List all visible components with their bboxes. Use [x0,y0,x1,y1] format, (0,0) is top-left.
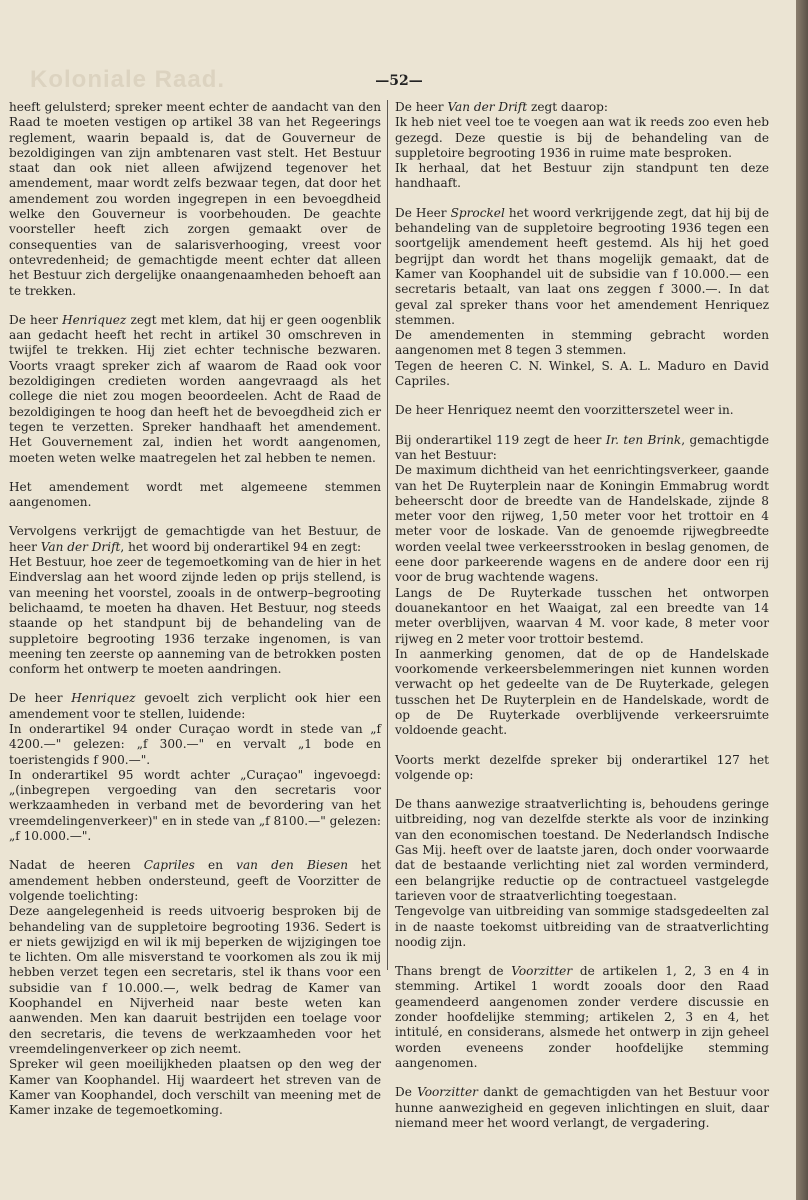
paragraph [9,100,381,299]
paragraph-text: het woord verkrijgende zegt, dat hij bij de behandeling van de suppletoire begrooting 1936 tegen een soortgelijk amendement heeft gestemd. Als hij het goed begrijpt dan wordt het thans mogelijk gemaakt, dat de Kamer van Koophandel uit de subsidie van f 10.000.— een secretaris betaalt, van laat ons zeggen f 3000.—. In dat geval zal spreker thans voor het amendement Henriquez stemmen. [395,205,770,327]
paragraph-text: Ik herhaal, dat het Bestuur zijn standpunt ten deze handhaaft. [395,161,769,191]
paragraph [395,359,769,390]
paragraph [395,328,769,359]
paragraph [395,797,769,904]
paragraph [395,463,769,585]
paragraph-text: Voorts merkt dezelfde spreker bij onderartikel 127 het volgende op: [395,752,769,782]
paragraph [9,768,381,844]
paragraph [395,964,769,1071]
paragraph-text: Tegen de heeren C. N. Winkel, S. A. L. Maduro en David Capriles. [395,358,769,389]
paragraph-text: dankt de gemachtigden van het Bestuur voor hunne aanwezigheid en gegeven inlichtingen en sluit, daar niemand meer het woord verlangt, de vergadering. [395,1085,769,1130]
paragraph [9,691,381,722]
speaker-name: Van der Drift [40,539,121,554]
page-number: —52— [375,73,423,89]
paragraph-text: Bij onderartikel 119 zegt de heer [395,432,606,447]
speaker-name: Voorzitter [511,964,573,979]
paragraph-text: de artikelen 1, 2, 3 en 4 in stemming. Artikel 1 wordt zooals door den Raad geamendeerd aangenomen zonder verdere discussie en zonder hoofdelijke stemming; artikelen 2, 3 en 4, het intitulé, en considerans, alsmede het ontwerp in zijn geheel worden eveneens zonder hoofdelijke stemming aangenomen. [395,964,769,1070]
paragraph [395,586,769,647]
speaker-name: Capriles [143,858,195,873]
paragraph [9,313,381,466]
paragraph-text: Het amendement wordt met algemeene stemmen aangenomen. [9,479,381,510]
speaker-name: Voorzitter [417,1085,478,1100]
speaker-name: Henriquez [62,312,127,327]
paragraph [9,480,381,511]
paragraph-text: Tengevolge van uitbreiding van sommige stadsgedeelten zal in de naaste toekomst uitbreiding van de straatverlichting noodig zijn. [395,904,769,949]
paragraph-text: Spreker wil geen moeilijkheden plaatsen op den weg der Kamer van Koophandel. Hij waardeert het streven van de Kamer van Koophandel, doch verschilt van meening met de Kamer inzake de tegemoetkoming. [9,1057,381,1118]
page-edge [796,0,808,1200]
paragraph-text: Thans brengt de [395,964,512,979]
paragraph-text: In onderartikel 95 wordt achter „Curaçao" ingevoegd: „(inbegrepen vergoeding van den secretaris voor werkzaamheden in verband met de bevordering van het vreemdelingenverkeer)" en in stede van „f 8100.—" gelezen: „f 10.000.—". [9,767,381,844]
paragraph [395,753,769,784]
speaker-name: van den Biesen [236,858,349,873]
paragraph-text: zegt met klem, dat hij er geen oogenblik aan gedacht heeft het recht in artikel 30 omschreven in twijfel te trekken. Hij ziet echter technische bezwaren. Voorts vraagt spreker zich af waarom de Raad ook voor bezoldigingen credieten worden aangevraagd als het college die niet zou mogen beoordeelen. Acht de Raad de bezoldigingen te hoog dan heeft het de bevoegdheid zich er tegen te verzetten. Spreker handhaaft het amendement. Het Gouvernement zal, indien het wordt aangenomen, moeten weten welke maatregelen het zal hebben te nemen. [9,312,382,465]
paragraph-text: gevoelt zich verplicht ook hier een amendement voor te stellen, luidende: [9,691,381,721]
paragraph [9,524,381,555]
paragraph [395,115,769,161]
paragraph [9,1057,381,1118]
paragraph-text: Nadat de heeren [9,858,144,873]
paragraph [395,647,769,739]
paragraph-text: het amendement hebben ondersteund, geeft de Voorzitter de volgende toelichting: [9,858,381,903]
paragraph-text: De amendementen in stemming gebracht worden aangenomen met 8 tegen 3 stemmen. [395,328,769,358]
paragraph-text: In aanmerking genomen, dat de op de Handelskade voorkomende verkeersbelemmeringen niet kunnen worden verwacht op het gedeelte van de De Ruyterkade, gelegen tusschen het De Ruyterplein en de Handelskade, wordt de op de De Ruyterkade overblijvende verkeersruimte voldoende geacht. [395,646,769,738]
paragraph-text: en [194,858,237,873]
speaker-name: Ir. ten Brink [605,432,682,447]
paragraph [395,403,769,418]
paragraph-text: De [395,1085,418,1100]
paragraph-text: In onderartikel 94 onder Curaçao wordt in stede van „f 4200.—" gelezen: „f 300.—" en vervalt „1 bode en toeristengids f 900.—". [9,721,381,767]
speaker-name: Henriquez [71,691,136,706]
paragraph-text: De thans aanwezige straatverlichting is, behoudens geringe uitbreiding, nog van dezelfde sterkte als voor de inzinking van den economischen toestand. De Nederlandsch Indische Gas Mij. heeft over de laatste jaren, doch onder voorwaarde dat de bestaande verlichting niet zal worden verminderd, een belangrijke reductie op de contractueel vastgelegde tarieven voor de straatverlichting toegestaan. [395,797,769,903]
paragraph-text: Vervolgens verkrijgt de gemachtigde van het Bestuur, de heer [9,524,381,554]
paragraph-text: , gemachtigde van het Bestuur: [395,432,769,462]
right-text-column [395,100,769,1145]
paragraph [395,1085,769,1131]
paragraph-text: Het Bestuur, hoe zeer de tegemoetkoming van de hier in het Eindverslag aan het woord zijnde leden op prijs stellend, is van meening het voorstel, zooals in de ontwerp–begrooting belichaamd, te moeten ha dhaven. Het Bestuur, nog steeds staande op het standpunt bij de behandeling van de suppletoire begrooting 1936 terzake ingenomen, is van meening ten zeerste op aanneming van de betrokken posten conform het ontwerp te moeten aandringen. [9,555,381,677]
paragraph [395,206,769,328]
watermark-text: Koloniale Raad. [30,66,226,93]
paragraph-text: De maximum dichtheid van het eenrichtingsverkeer, gaande van het De Ruyterplein naar de Koningin Emmabrug wordt beheerscht door de breedte van de Handelskade, zijnde 8 meter voor den rijweg, 1,50 meter voor het trottoir en 4 meter voor de loskade. Van de genoemde rijwegbreedte worden veelal twee verkeersstrooken in beslag genomen, de eene door parkeerende wagens en de andere door een rij voor de brug wachtende wagens. [395,463,769,585]
paragraph [9,904,381,1057]
paragraph [395,161,769,192]
speaker-name: Van der Drift [447,100,528,114]
paragraph-text: De heer [9,691,72,706]
paragraph [9,858,381,904]
paragraph-text: De heer [395,100,448,114]
paragraph [9,555,381,677]
paragraph-text: Deze aangelegenheid is reeds uitvoerig besproken bij de behandeling van de suppletoire begrooting 1936. Sedert is er niets gewijzigd en wil ik mij beperken de wijzigingen toe te lichten. Om alle misverstand te voorkomen als zou ik mij hebben verzet tegen een secretaris, stel ik thans voor een subsidie van f 10.000.—, welk bedrag de Kamer van Koophandel en Nijverheid naar beste weten kan aanwenden. Men kan daaruit bestrijden een toelage voor den secretaris, die tevens de werkzaamheden voor het vreemdelingenverkeer op zich neemt. [9,904,381,1056]
paragraph-text: De Heer [395,205,451,220]
paragraph-text: zegt daarop: [527,100,608,114]
paragraph-text: De heer [9,312,63,327]
paragraph [395,100,769,115]
left-text-column [9,100,381,1132]
paragraph [395,904,769,950]
paragraph-text: De heer Henriquez neemt den voorzitterszetel weer in. [395,403,734,418]
paragraph-text: , het woord bij onderartikel 94 en zegt: [120,539,362,554]
column-divider [387,100,388,970]
paragraph-text: Langs de De Ruyterkade tusschen het ontworpen douanekantoor en het Waaigat, zal een breedte van 14 meter overblijven, waarvan 4 M. voor kade, 8 meter voor rijweg en 2 meter voor trottoir bestemd. [395,585,769,646]
paragraph [9,722,381,768]
paragraph-text: heeft gelulsterd; spreker meent echter de aandacht van den Raad te moeten vestigen op artikel 38 van het Regeerings reglement, waarin bepaald is, dat de Gouverneur de bezoldigingen van zijn ambtenaren vast stelt. Het Bestuur staat dan ook niet alleen afwijzend tegenover het amendement, maar wordt zelfs bezwaar tegen, dat door het amendement zou worden ingegrepen in een bevoegdheid welke den Gouverneur is voorbehouden. De geachte voorsteller heeft zich zorgen gemaakt over de consequenties van de salarisverhooging, vreest voor ontevredenheid; de gemachtigde meent echter dat alleen het Bestuur zich dergelijke onaangenaamheden behoeft aan te trekken. [9,100,381,298]
paragraph-text: Ik heb niet veel toe te voegen aan wat ik reeds zoo even heb gezegd. Deze questie is bij de behandeling van de suppletoire begrooting 1936 in ruime mate besproken. [395,115,769,160]
speaker-name: Sprockel [450,205,505,220]
paragraph [395,433,769,464]
